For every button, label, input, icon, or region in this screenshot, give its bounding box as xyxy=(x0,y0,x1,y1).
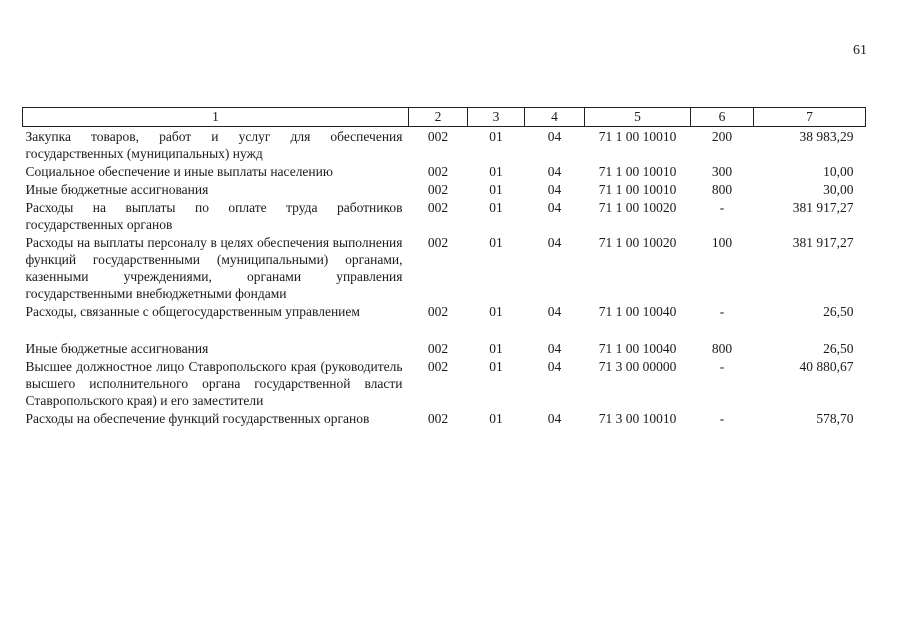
row-ved: 002 xyxy=(427,341,449,356)
column-header-2: 2 xyxy=(409,108,468,127)
row-rz: 01 xyxy=(489,129,503,144)
budget-table xyxy=(22,107,866,427)
row-vr: 800 xyxy=(711,182,733,197)
table-row xyxy=(23,198,866,233)
row-description: Иные бюджетные ассигнования xyxy=(25,182,209,197)
row-rz: 01 xyxy=(489,164,503,179)
row-pr: 04 xyxy=(547,304,562,319)
row-ved: 002 xyxy=(427,359,449,374)
row-vr: - xyxy=(719,304,725,319)
column-header-4: 4 xyxy=(525,108,585,127)
row-amount: 30,00 xyxy=(823,182,854,197)
row-description: Расходы на обеспечение функций государственных органов xyxy=(25,411,370,426)
header-row xyxy=(23,108,866,127)
row-ved: 002 xyxy=(427,182,449,197)
row-csr: 71 1 00 10010 xyxy=(598,182,677,197)
row-rz: 01 xyxy=(489,411,503,426)
row-ved: 002 xyxy=(427,200,449,215)
row-csr: 71 1 00 10020 xyxy=(598,235,677,250)
row-description: Расходы на выплаты персоналу в целях обеспечения выполнения функций государственными (муниципальными) органами, казенными учреждениями, органами управления государственными внебюджетными фондами xyxy=(25,235,403,301)
row-csr: 71 1 00 10020 xyxy=(598,200,677,215)
column-header-5: 5 xyxy=(585,108,691,127)
row-csr: 71 1 00 10010 xyxy=(598,164,677,179)
column-header-1: 1 xyxy=(23,108,409,127)
row-pr: 04 xyxy=(547,129,562,144)
row-ved: 002 xyxy=(427,235,449,250)
row-vr: - xyxy=(719,411,725,426)
row-rz: 01 xyxy=(489,359,503,374)
table-row xyxy=(23,180,866,198)
row-pr: 04 xyxy=(547,200,562,215)
table-row xyxy=(23,162,866,180)
row-amount: 40 880,67 xyxy=(799,359,854,374)
table-row xyxy=(23,127,866,163)
table-body xyxy=(23,127,866,428)
row-pr: 04 xyxy=(547,359,562,374)
row-vr: 800 xyxy=(711,341,733,356)
table-header xyxy=(23,108,866,127)
row-ved: 002 xyxy=(427,129,449,144)
row-amount: 578,70 xyxy=(816,411,854,426)
row-description: Расходы на выплаты по оплате труда работников государственных органов xyxy=(25,200,403,232)
row-amount: 10,00 xyxy=(823,164,854,179)
row-description: Закупка товаров, работ и услуг для обеспечения государственных (муниципальных) нужд xyxy=(25,129,403,161)
row-ved: 002 xyxy=(427,411,449,426)
column-header-3: 3 xyxy=(468,108,525,127)
row-pr: 04 xyxy=(547,235,562,250)
row-rz: 01 xyxy=(489,182,503,197)
table-row xyxy=(23,409,866,427)
row-pr: 04 xyxy=(547,164,562,179)
table-row xyxy=(23,339,866,357)
row-csr: 71 3 00 00000 xyxy=(598,359,677,374)
row-vr: 100 xyxy=(711,235,733,250)
row-rz: 01 xyxy=(489,304,503,319)
row-csr: 71 1 00 10040 xyxy=(598,341,677,356)
row-vr: 300 xyxy=(711,164,733,179)
row-amount: 381 917,27 xyxy=(792,200,854,215)
row-amount: 38 983,29 xyxy=(799,129,854,144)
row-pr: 04 xyxy=(547,182,562,197)
row-csr: 71 3 00 10010 xyxy=(598,411,677,426)
table-row xyxy=(23,302,866,339)
row-description: Высшее должностное лицо Ставропольского края (руководитель высшего исполнительного органа государственной власти Ставропольского края) и его заместители xyxy=(25,359,403,408)
row-pr: 04 xyxy=(547,341,562,356)
row-description: Расходы, связанные с общегосударственным управлением xyxy=(25,304,360,319)
row-pr: 04 xyxy=(547,411,562,426)
row-ved: 002 xyxy=(427,304,449,319)
row-csr: 71 1 00 10010 xyxy=(598,129,677,144)
row-amount: 26,50 xyxy=(823,304,854,319)
row-rz: 01 xyxy=(489,235,503,250)
table-row xyxy=(23,233,866,302)
row-rz: 01 xyxy=(489,200,503,215)
row-vr: 200 xyxy=(711,129,733,144)
row-description: Социальное обеспечение и иные выплаты населению xyxy=(25,164,333,179)
row-amount: 381 917,27 xyxy=(792,235,854,250)
column-header-7: 7 xyxy=(754,108,866,127)
row-csr: 71 1 00 10040 xyxy=(598,304,677,319)
page-number: 61 xyxy=(853,43,867,58)
row-vr: - xyxy=(719,359,725,374)
row-amount: 26,50 xyxy=(823,341,854,356)
row-vr: - xyxy=(719,200,725,215)
row-ved: 002 xyxy=(427,164,449,179)
row-rz: 01 xyxy=(489,341,503,356)
row-description: Иные бюджетные ассигнования xyxy=(25,341,209,356)
table-row xyxy=(23,357,866,409)
column-header-6: 6 xyxy=(691,108,754,127)
